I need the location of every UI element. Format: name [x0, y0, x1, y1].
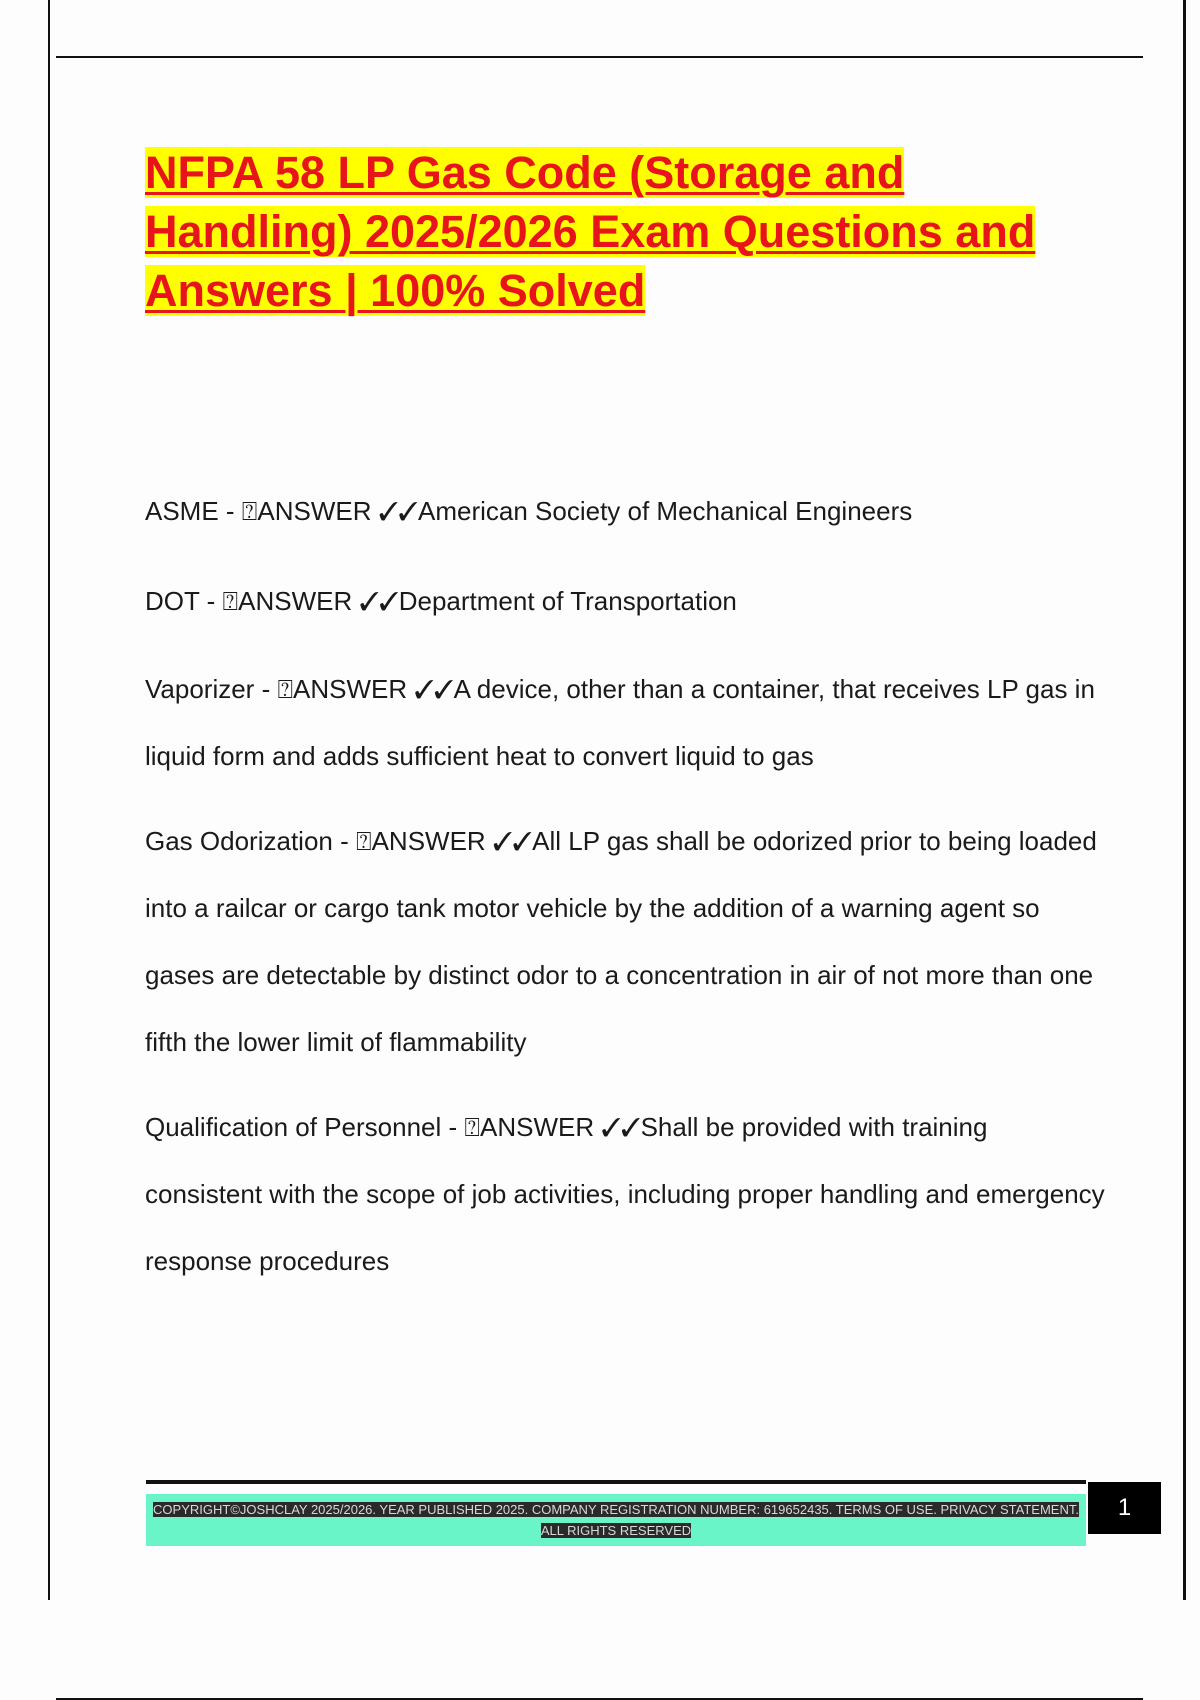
qa-item-gas-odorization: Gas Odorization - ⍰ANSWER ✓✓All LP gas shall be odorized prior to being loaded into a railcar or cargo tank motor vehicle by the addition of a warning agent so gases are detectable by distinct odor to a concentration in air of not more than one fifth the lower limit of flammability: [145, 826, 1097, 1057]
header-rule: [56, 56, 1143, 58]
page-border-right: [1183, 0, 1186, 1600]
footer-rule: [146, 1480, 1086, 1484]
footer-copyright-band: [146, 1494, 1086, 1546]
qa-item-asme: ASME - ⍰ANSWER ✓✓American Society of Mechanical Engineers: [145, 496, 913, 526]
footer-copyright-text: COPYRIGHT©JOSHCLAY 2025/2026. YEAR PUBLISHED 2025. COMPANY REGISTRATION NUMBER: 619652435. TERMS OF USE. PRIVACY STATEMENT. ALL RIGHTS RESERVED: [153, 1502, 1079, 1538]
document-title: [145, 143, 1075, 320]
page-border-left: [48, 0, 50, 1600]
page-number: 1: [1088, 1482, 1161, 1534]
qa-item-vaporizer: Vaporizer - ⍰ANSWER ✓✓A device, other than a container, that receives LP gas in liquid form and adds sufficient heat to convert liquid to gas: [145, 674, 1095, 771]
qa-item-dot: DOT - ⍰ANSWER ✓✓Department of Transportation: [145, 586, 737, 616]
qa-list: [145, 478, 1105, 1314]
document-title-text: NFPA 58 LP Gas Code (Storage and Handling) 2025/2026 Exam Questions and Answers | 100% Solved: [145, 147, 1036, 316]
qa-item-qualification-of-personnel: Qualification of Personnel - ⍰ANSWER ✓✓Shall be provided with training consistent with the scope of job activities, including proper handling and emergency response procedures: [145, 1112, 1105, 1276]
